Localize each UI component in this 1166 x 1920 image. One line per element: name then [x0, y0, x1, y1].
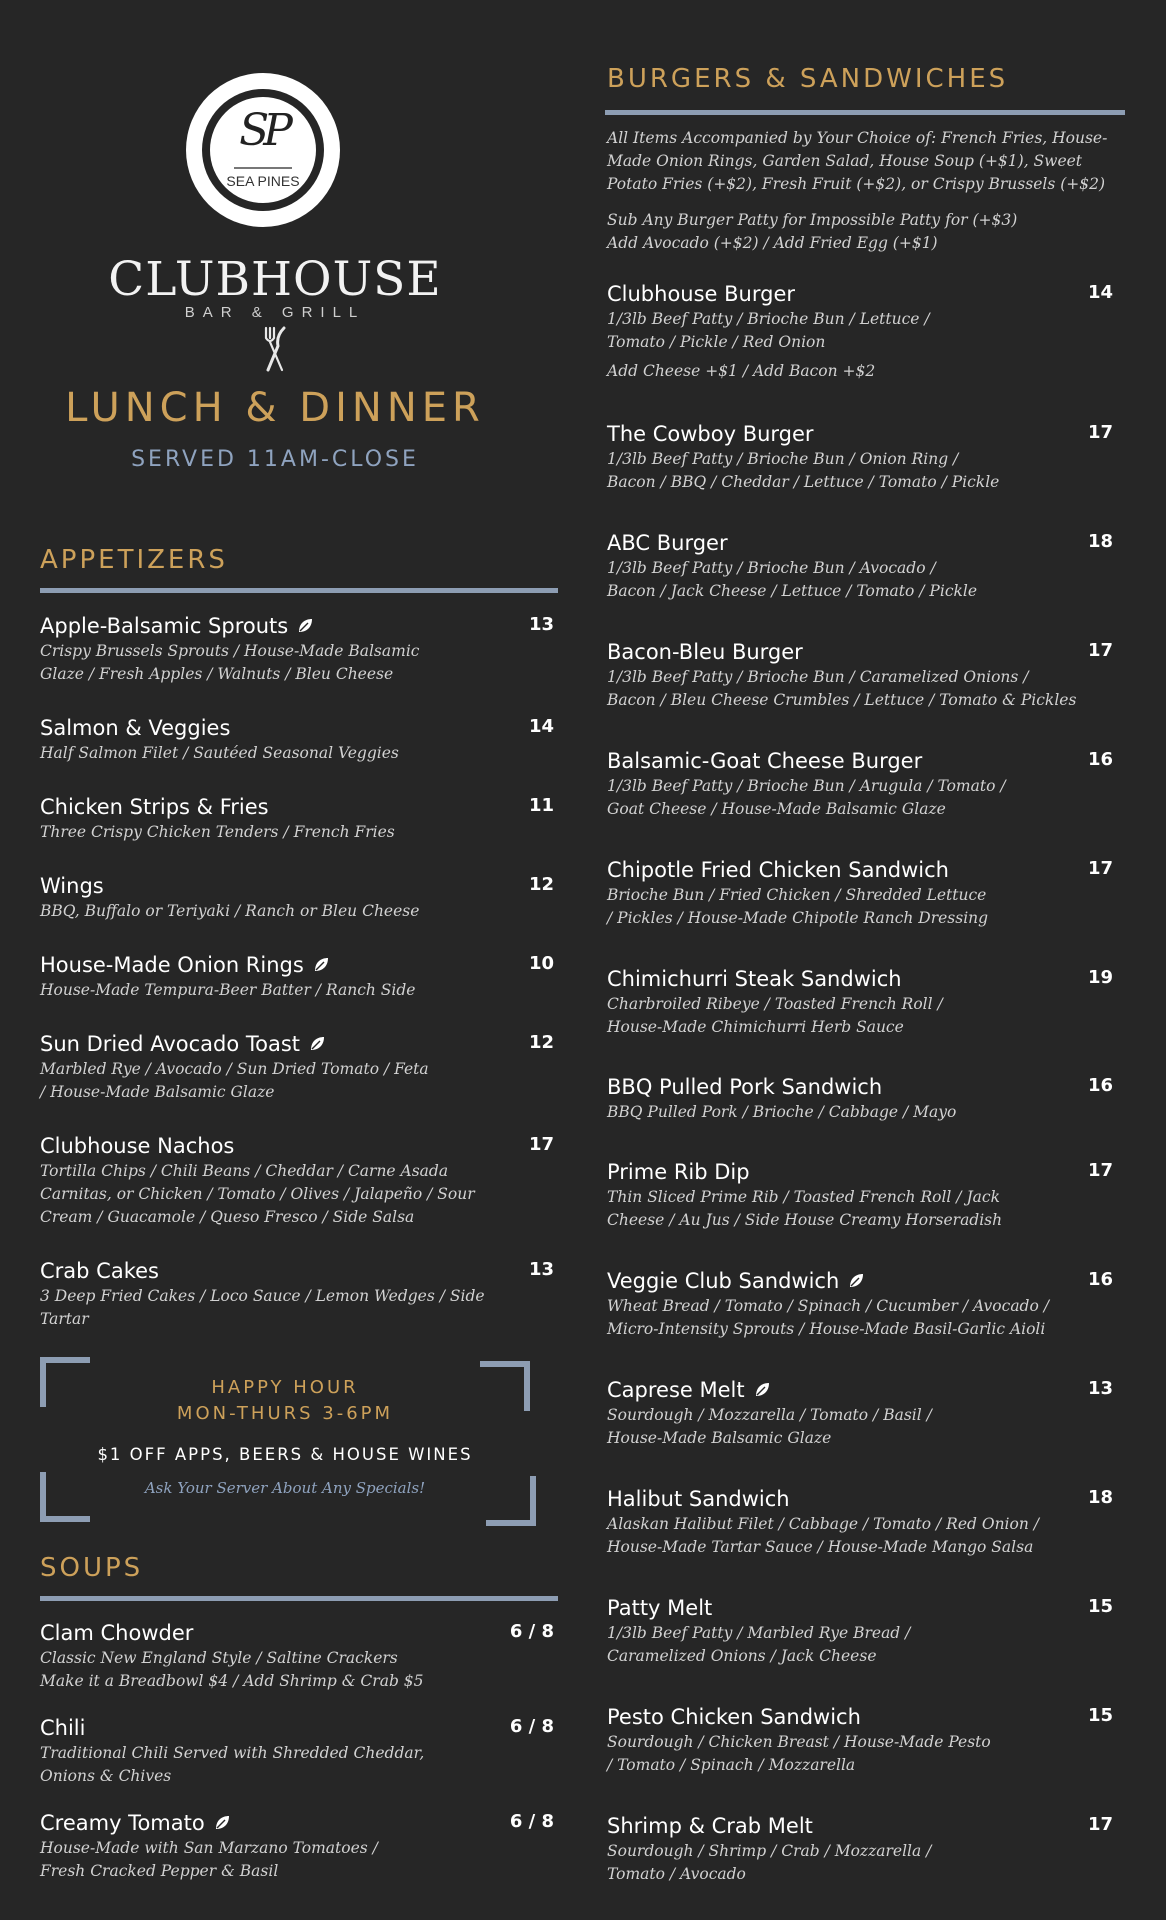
menu-item — [607, 280, 1125, 383]
leaf-icon — [296, 614, 314, 632]
menu-item — [607, 638, 1125, 712]
menu-item-price: 6 / 8 — [509, 1716, 554, 1737]
menu-item-description: Alaskan Halibut Filet / Cabbage / Tomato / Red Onion / House-Made Tartar Sauce / House-Made Mango Salsa — [607, 1515, 1039, 1556]
menu-item-description: Sourdough / Chicken Breast / House-Made Pesto / Tomato / Spinach / Mozzarella — [607, 1733, 991, 1774]
menu-item — [40, 1132, 558, 1229]
menu-item-name — [607, 747, 1125, 775]
menu-item-price: 10 — [528, 953, 554, 974]
appetizers-rule — [40, 588, 558, 593]
menu-item-description: Wheat Bread / Tomato / Spinach / Cucumber / Avocado / Micro-Intensity Sprouts / House-Made Basil-Garlic Aioli — [607, 1297, 1049, 1338]
menu-item-name — [607, 1812, 1125, 1840]
menu-item-description: Traditional Chili Served with Shredded Cheddar, Onions & Chives — [40, 1744, 425, 1785]
menu-item — [607, 529, 1125, 603]
menu-item-name-text: ABC Burger — [607, 531, 728, 555]
menu-item — [607, 856, 1125, 930]
menu-item-price: 17 — [1087, 640, 1113, 661]
menu-item-name-text: Sun Dried Avocado Toast — [40, 1032, 301, 1056]
logo-name: CLUBHOUSE — [108, 252, 442, 307]
menu-item-description: Charbroiled Ribeye / Toasted French Roll / House-Made Chimichurri Herb Sauce — [607, 995, 943, 1036]
clubhouse-logo — [40, 70, 560, 370]
menu-item — [40, 714, 558, 765]
menu-item-name-text: Bacon-Bleu Burger — [607, 640, 803, 664]
menu-item-price: 14 — [1087, 282, 1113, 303]
menu-item-price: 14 — [528, 716, 554, 737]
happy-hour-title: HAPPY HOUR MON-THURS 3-6PM — [176, 1377, 394, 1424]
burgers-sides-note: All Items Accompanied by Your Choice of: French Fries, House- Made Onion Rings, Garden Salad, House Soup (+$1), Sweet Potato Fries (+$2), Fresh Fruit (+$2), or Crispy Brussels (+$2) — [607, 129, 1108, 193]
menu-item-name — [40, 1619, 558, 1647]
menu-item-name-text: Salmon & Veggies — [40, 716, 231, 740]
logo-subtitle: BAR & GRILL — [184, 304, 366, 321]
menu-item-price: 17 — [528, 1134, 554, 1155]
menu-item-description: 1/3lb Beef Patty / Brioche Bun / Arugula / Tomato / Goat Cheese / House-Made Balsamic Glaze — [607, 777, 1006, 818]
leaf-icon — [308, 1032, 326, 1050]
menu-item-name — [40, 612, 558, 640]
menu-item-description: Half Salmon Filet / Sautéed Seasonal Veggies — [40, 744, 399, 762]
menu-item-price: 18 — [1087, 531, 1113, 552]
menu-item-name — [607, 1158, 1125, 1186]
menu-item-price: 15 — [1087, 1596, 1113, 1617]
fork-knife-icon — [262, 326, 288, 372]
menu-item-description: 3 Deep Fried Cakes / Loco Sauce / Lemon Wedges / Side Tartar — [40, 1287, 485, 1328]
menu-item-price: 12 — [528, 874, 554, 895]
menu-item-name — [40, 1714, 558, 1742]
menu-item-name — [607, 529, 1125, 557]
menu-item-price: 6 / 8 — [509, 1621, 554, 1642]
menu-item-name-text: Halibut Sandwich — [607, 1487, 790, 1511]
menu-item-name — [40, 1132, 558, 1160]
happy-hour-ask: Ask Your Server About Any Specials! — [144, 1479, 426, 1497]
menu-item-description: Classic New England Style / Saltine Crackers Make it a Breadbowl $4 / Add Shrimp & Crab $5 — [40, 1649, 424, 1690]
menu-title: LUNCH & DINNER — [65, 385, 485, 431]
menu-item-name-text: Wings — [40, 874, 104, 898]
menu-item — [607, 1703, 1125, 1777]
menu-item — [40, 1714, 558, 1788]
menu-item-name-text: Shrimp & Crab Melt — [607, 1814, 813, 1838]
menu-item-description: 1/3lb Beef Patty / Brioche Bun / Caramelized Onions / Bacon / Bleu Cheese Crumbles / Lettuce / Tomato & Pickles — [607, 668, 1077, 709]
menu-item-price: 12 — [528, 1032, 554, 1053]
menu-item — [607, 1594, 1125, 1668]
menu-item-name — [40, 951, 558, 979]
menu-item-price: 18 — [1087, 1487, 1113, 1508]
menu-item — [40, 612, 558, 686]
menu-item-description: BBQ, Buffalo or Teriyaki / Ranch or Bleu Cheese — [40, 902, 420, 920]
menu-item — [40, 872, 558, 923]
menu-item-name — [607, 1267, 1125, 1295]
burgers-title: BURGERS & SANDWICHES — [607, 64, 1009, 94]
menu-item-name — [40, 1257, 558, 1285]
menu-item-name-text: Creamy Tomato — [40, 1811, 205, 1835]
menu-item-description: BBQ Pulled Pork / Brioche / Cabbage / Mayo — [607, 1103, 957, 1121]
menu-item-name-text: Caprese Melt — [607, 1378, 745, 1402]
leaf-icon — [213, 1811, 231, 1829]
menu-item-price: 13 — [1087, 1378, 1113, 1399]
menu-item-name — [607, 1594, 1125, 1622]
menu-item-description: Thin Sliced Prime Rib / Toasted French Roll / Jack Cheese / Au Jus / Side House Creamy Horseradish — [607, 1188, 1003, 1229]
menu-item-price: 15 — [1087, 1705, 1113, 1726]
menu-item-name-text: Chili — [40, 1716, 86, 1740]
leaf-icon — [847, 1269, 865, 1287]
burgers-sub-note: Sub Any Burger Patty for Impossible Patty for (+$3) Add Avocado (+$2) / Add Fried Egg (+$1) — [607, 211, 1018, 252]
menu-item-description: Sourdough / Shrimp / Crab / Mozzarella / Tomato / Avocado — [607, 1842, 932, 1883]
menu-item-price: 16 — [1087, 749, 1113, 770]
menu-item-description: Sourdough / Mozzarella / Tomato / Basil / House-Made Balsamic Glaze — [607, 1406, 932, 1447]
menu-item-description: House-Made Tempura-Beer Batter / Ranch Side — [40, 981, 416, 999]
menu-item-price: 19 — [1087, 967, 1113, 988]
menu-item-name — [607, 280, 1125, 308]
menu-item — [40, 1030, 558, 1104]
menu-item-price: 6 / 8 — [509, 1811, 554, 1832]
menu-item-name — [607, 856, 1125, 884]
logo-monogram: SP — [239, 105, 287, 156]
happy-hour-deal: $1 OFF APPS, BEERS & HOUSE WINES — [97, 1445, 473, 1464]
menu-item — [607, 1073, 1125, 1124]
menu-item-name-text: The Cowboy Burger — [607, 422, 814, 446]
menu-item-name-text: Clubhouse Nachos — [40, 1134, 235, 1158]
menu-item-name — [607, 420, 1125, 448]
menu-item-name-text: Clubhouse Burger — [607, 282, 796, 306]
menu-item-price: 17 — [1087, 858, 1113, 879]
menu-item-name-text: BBQ Pulled Pork Sandwich — [607, 1075, 883, 1099]
menu-item — [607, 420, 1125, 494]
menu-item-description: Crispy Brussels Sprouts / House-Made Balsamic Glaze / Fresh Apples / Walnuts / Bleu Cheese — [40, 642, 420, 683]
menu-item-name-text: Balsamic-Goat Cheese Burger — [607, 749, 923, 773]
menu-item-name-text: Patty Melt — [607, 1596, 713, 1620]
menu-item-name-text: Chicken Strips & Fries — [40, 795, 269, 819]
menu-item-description: Marbled Rye / Avocado / Sun Dried Tomato / Feta / House-Made Balsamic Glaze — [40, 1060, 429, 1101]
menu-item-description: House-Made with San Marzano Tomatoes / Fresh Cracked Pepper & Basil — [40, 1839, 378, 1880]
menu-item-price: 17 — [1087, 1814, 1113, 1835]
menu-item-name — [607, 638, 1125, 666]
menu-item-name — [607, 1376, 1125, 1404]
menu-item — [607, 1267, 1125, 1341]
menu-item-price: 16 — [1087, 1269, 1113, 1290]
menu-item-name-text: Clam Chowder — [40, 1621, 194, 1645]
appetizers-title: APPETIZERS — [40, 545, 228, 575]
happy-hour-box — [40, 1357, 550, 1522]
menu-item — [40, 793, 558, 844]
menu-item-description: Tortilla Chips / Chili Beans / Cheddar / Carne Asada Carnitas, or Chicken / Tomato / Olives / Jalapeño / Sour Cream / Guacamole / Queso Fresco / Side Salsa — [40, 1162, 475, 1226]
menu-item-price: 17 — [1087, 1160, 1113, 1181]
menu-item-description: Brioche Bun / Fried Chicken / Shredded Lettuce / Pickles / House-Made Chipotle Ranch Dressing — [607, 886, 989, 927]
menu-item — [607, 965, 1125, 1039]
menu-item-name-text: Pesto Chicken Sandwich — [607, 1705, 861, 1729]
menu-item-name — [40, 714, 558, 742]
logo-emblem — [186, 73, 340, 227]
menu-item-name-text: Crab Cakes — [40, 1259, 159, 1283]
menu-item-name — [607, 1703, 1125, 1731]
burgers-rule — [605, 110, 1125, 115]
menu-item — [40, 1809, 558, 1883]
leaf-icon — [312, 953, 330, 971]
menu-item-name-text: Prime Rib Dip — [607, 1160, 750, 1184]
menu-item-description: 1/3lb Beef Patty / Marbled Rye Bread / Caramelized Onions / Jack Cheese — [607, 1624, 911, 1665]
menu-item-addons: Add Cheese +$1 / Add Bacon +$2 — [607, 362, 876, 380]
menu-item-name — [40, 1809, 558, 1837]
menu-item-price: 11 — [528, 795, 554, 816]
menu-item-price: 17 — [1087, 422, 1113, 443]
menu-item-name — [40, 872, 558, 900]
menu-item-description: 1/3lb Beef Patty / Brioche Bun / Lettuce / Tomato / Pickle / Red Onion — [607, 310, 930, 351]
menu-item-name — [607, 965, 1125, 993]
menu-item — [607, 1812, 1125, 1886]
menu-item-name-text: Chipotle Fried Chicken Sandwich — [607, 858, 949, 882]
menu-item — [40, 951, 558, 1002]
menu-item-name — [40, 793, 558, 821]
soups-title: SOUPS — [40, 1553, 144, 1583]
leaf-icon — [753, 1378, 771, 1396]
menu-item — [607, 1376, 1125, 1450]
menu-item-price: 13 — [528, 614, 554, 635]
menu-item-name-text: House-Made Onion Rings — [40, 953, 304, 977]
menu-item-name-text: Veggie Club Sandwich — [607, 1269, 840, 1293]
menu-item — [607, 747, 1125, 821]
menu-item-name-text: Chimichurri Steak Sandwich — [607, 967, 902, 991]
menu-item — [40, 1257, 558, 1331]
menu-item-description: Three Crispy Chicken Tenders / French Fries — [40, 823, 395, 841]
served-hours: SERVED 11AM-CLOSE — [131, 447, 419, 472]
menu-item — [607, 1158, 1125, 1232]
menu-item — [40, 1619, 558, 1693]
menu-item-description: 1/3lb Beef Patty / Brioche Bun / Onion Ring / Bacon / BBQ / Cheddar / Lettuce / Tomato / Pickle — [607, 450, 1000, 491]
menu-item-price: 13 — [528, 1259, 554, 1280]
soups-rule — [40, 1596, 558, 1601]
menu-item-name — [40, 1030, 558, 1058]
menu-item-price: 16 — [1087, 1075, 1113, 1096]
logo-sea-pines: SEA PINES — [226, 173, 300, 189]
menu-item-name-text: Apple-Balsamic Sprouts — [40, 614, 289, 638]
menu-item-name — [607, 1485, 1125, 1513]
menu-item-description: 1/3lb Beef Patty / Brioche Bun / Avocado / Bacon / Jack Cheese / Lettuce / Tomato / Pickle — [607, 559, 978, 600]
menu-item-name — [607, 1073, 1125, 1101]
menu-item — [607, 1485, 1125, 1559]
